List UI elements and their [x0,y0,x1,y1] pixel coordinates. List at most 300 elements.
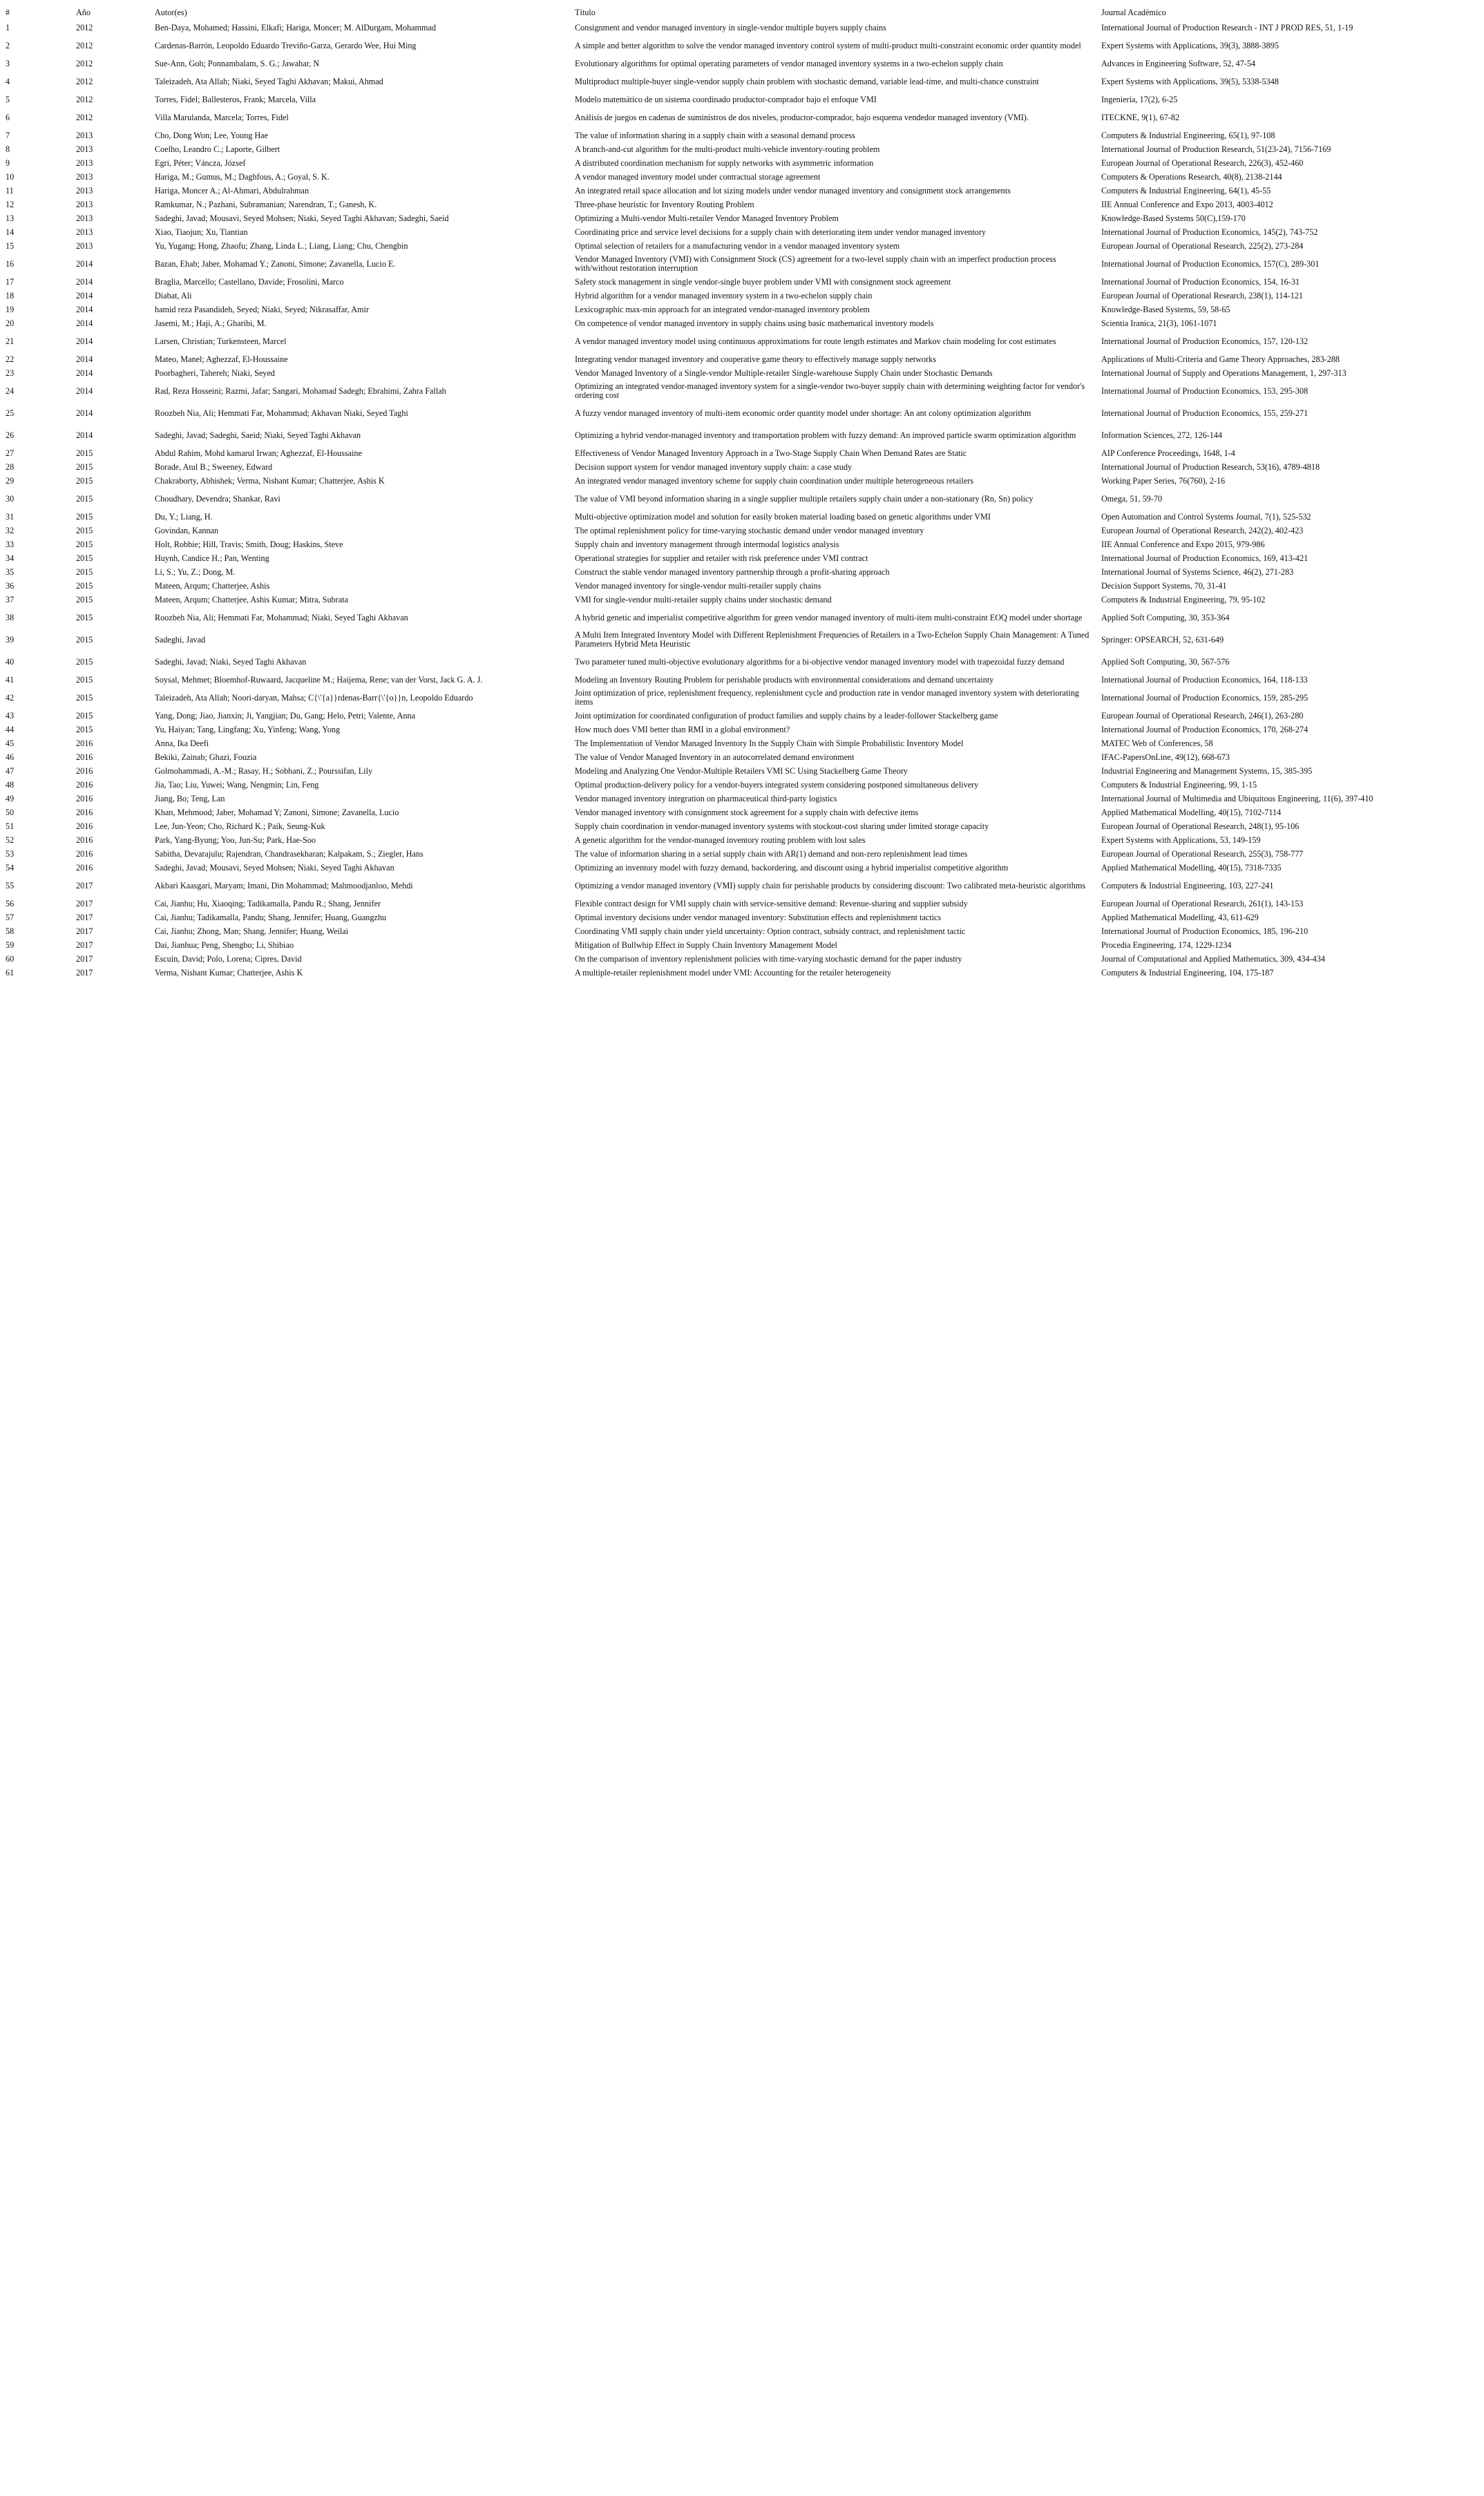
cell-authors: Taleizadeh, Ata Allah; Niaki, Seyed Taghi Akhavan; Makui, Ahmad [155,76,383,86]
table-row [3,861,1481,875]
cell-authors: Torres, Fidel; Ballesteros, Frank; Marcela, Villa [155,94,316,104]
cell-number: 60 [6,953,15,964]
cell-number: 21 [6,336,15,346]
cell-title: Two parameter tuned multi-objective evolutionary algorithms for a bi-objective vendor managed inventory model with trapezoidal fuzzy demand [575,656,1065,667]
cell-title: VMI for single-vendor multi-retailer supply chains under stochastic demand [575,594,832,604]
cell-year: 2015 [76,566,93,577]
table-row [3,211,1481,225]
table-row [3,833,1481,847]
cell-number: 36 [6,580,15,591]
cell-journal: International Journal of Production Research - INT J PROD RES, 51, 1-19 [1101,22,1353,32]
cell-authors: Borade, Atul B.; Sweeney, Edward [155,461,273,472]
table-row [3,750,1481,764]
cell-year: 2013 [76,144,93,154]
cell-authors: Rad, Reza Hosseini; Razmi, Jafar; Sangari, Mohamad Sadegh; Ebrahimi, Zahra Fallah [155,385,446,396]
cell-authors: Bekiki, Zainab; Ghazi, Fouzia [155,752,257,762]
cell-title: Optimizing a Multi-vendor Multi-retailer Vendor Managed Inventory Problem [575,213,839,223]
cell-year: 2016 [76,848,93,859]
cell-journal: Open Automation and Control Systems Journal, 7(1), 525-532 [1101,511,1311,522]
cell-year: 2013 [76,213,93,223]
cell-number: 20 [6,318,15,328]
cell-number: 26 [6,430,15,440]
cell-authors: hamid reza Pasandideh, Seyed; Niaki, Seyed; Nikrasaffar, Amir [155,304,369,314]
cell-number: 35 [6,566,15,577]
table-row [3,21,1481,35]
cell-journal: Decision Support Systems, 70, 31-41 [1101,580,1227,591]
cell-year: 2014 [76,354,93,364]
table-row [3,723,1481,736]
cell-title: How much does VMI better than RMI in a global environment? [575,724,790,734]
cell-title: The value of VMI beyond information sharing in a single supplier multiple retailers supply chain under a non-stationary (Rn, Sn) policy [575,493,1034,504]
cell-title: Evolutionary algorithms for optimal operating parameters of vendor managed inventory systems in a two-echelon supply chain [575,58,1003,68]
cell-authors: Sadeghi, Javad; Mousavi, Seyed Mohsen; Niaki, Seyed Taghi Akhavan; Sadeghi, Saeid [155,213,449,223]
cell-authors: Cardenas-Barrón, Leopoldo Eduardo Treviño-Garza, Gerardo Wee, Hui Ming [155,40,417,50]
cell-journal: European Journal of Operational Research, 226(3), 452-460 [1101,158,1304,168]
table-row [3,847,1481,861]
cell-journal: European Journal of Operational Research, 261(1), 143-153 [1101,898,1304,908]
cell-title: A simple and better algorithm to solve the vendor managed inventory control system of multi-product multi-constraint economic order quantity model [575,40,1081,50]
cell-title: Análisis de juegos en cadenas de suministros de dos niveles, productor-comprador, bajo esquema vendedor managed inventory (VMI). [575,112,1029,122]
cell-title: Optimizing an integrated vendor-managed inventory system for a single-vendor two-buyer supply chain with determining weighting factor for vendor's ordering cost [575,381,1085,400]
cell-title: An integrated retail space allocation and lot sizing models under vendor managed inventory and consignment stock arrangements [575,185,1011,196]
table-row [3,966,1481,980]
cell-authors: Park, Yang-Byung; Yoo, Jun-Su; Park, Hae-Soo [155,835,316,845]
cell-title: Vendor Managed Inventory (VMI) with Consignment Stock (CS) agreement for a two-level supply chain with an imperfect production process with/without restoration interruption [575,254,1056,273]
cell-journal: Computers & Industrial Engineering, 64(1), 45-55 [1101,185,1271,196]
cell-year: 2014 [76,336,93,346]
cell-year: 2017 [76,880,93,890]
cell-year: 2012 [76,22,93,32]
cell-authors: Mateen, Arqum; Chatterjee, Ashis [155,580,270,591]
cell-year: 2017 [76,926,93,936]
cell-journal: Advances in Engineering Software, 52, 47-54 [1101,58,1256,68]
cell-authors: Coelho, Leandro C.; Laporte, Gilbert [155,144,280,154]
literature-table [3,6,1481,980]
cell-authors: Yu, Haiyan; Tang, Lingfang; Xu, Yinfeng; Wang, Yong [155,724,341,734]
cell-number: 59 [6,940,15,950]
cell-title: Vendor managed inventory with consignment stock agreement for a supply chain with defective items [575,807,919,817]
cell-title: Vendor managed inventory integration on pharmaceutical third-party logistics [575,793,837,803]
cell-authors: Hariga, Moncer A.; Al-Ahmari, Abdulrahman [155,185,310,196]
cell-journal: International Journal of Systems Science, 46(2), 271-283 [1101,566,1294,577]
table-row [3,57,1481,70]
cell-number: 58 [6,926,15,936]
cell-authors: Choudhary, Devendra; Shankar, Ravi [155,493,280,504]
table-row [3,537,1481,551]
cell-number: 22 [6,354,15,364]
cell-journal: Computers & Industrial Engineering, 65(1), 97-108 [1101,130,1275,140]
cell-title: Joint optimization of price, replenishment frequency, replenishment cycle and production rate in vendor managed inventory system with deteriorating items [575,688,1079,707]
cell-journal: Computers & Industrial Engineering, 99, 1-15 [1101,779,1257,790]
cell-journal: Applications of Multi-Criteria and Game Theory Approaches, 283-288 [1101,354,1340,364]
cell-year: 2017 [76,912,93,922]
cell-title: Effectiveness of Vendor Managed Inventory Approach in a Two-Stage Supply Chain When Demand Rates are Static [575,448,967,458]
cell-title: The value of information sharing in a serial supply chain with AR(1) demand and non-zero replenishment lead times [575,848,968,859]
cell-title: Consignment and vendor managed inventory in single-vendor multiple buyers supply chains [575,22,886,32]
table-row [3,897,1481,911]
cell-journal: International Journal of Production Economics, 169, 413-421 [1101,553,1309,563]
cell-number: 57 [6,912,15,922]
cell-year: 2016 [76,835,93,845]
cell-year: 2015 [76,553,93,563]
cell-year: 2015 [76,448,93,458]
cell-number: 28 [6,461,15,472]
cell-year: 2012 [76,40,93,50]
cell-journal: International Journal of Multimedia and Ubiquitous Engineering, 11(6), 397-410 [1101,793,1373,803]
cell-number: 50 [6,807,15,817]
cell-number: 30 [6,493,15,504]
cell-number: 4 [6,76,10,86]
cell-journal: European Journal of Operational Research, 248(1), 95-106 [1101,821,1300,831]
table-row [3,792,1481,806]
cell-number: 14 [6,227,15,237]
cell-journal: Applied Mathematical Modelling, 40(15), 7318-7335 [1101,862,1282,873]
cell-journal: Applied Mathematical Modelling, 40(15), 7102-7114 [1101,807,1282,817]
cell-year: 2015 [76,539,93,549]
header-number: # [6,7,10,17]
cell-journal: European Journal of Operational Research, 225(2), 273-284 [1101,240,1304,251]
cell-number: 43 [6,710,15,721]
cell-number: 32 [6,525,15,535]
cell-year: 2013 [76,199,93,209]
cell-year: 2017 [76,953,93,964]
cell-title: A genetic algorithm for the vendor-managed inventory routing problem with lost sales [575,835,866,845]
cell-title: Coordinating VMI supply chain under yield uncertainty: Option contract, subsidy contract, and replenishment tactic [575,926,966,936]
cell-number: 5 [6,94,10,104]
table-row [3,938,1481,952]
table-row [3,106,1481,128]
cell-journal: Scientia Iranica, 21(3), 1061-1071 [1101,318,1217,328]
table-row [3,565,1481,579]
cell-journal: Working Paper Series, 76(760), 2-16 [1101,475,1226,486]
cell-number: 3 [6,58,10,68]
cell-year: 2014 [76,318,93,328]
cell-authors: Cai, Jianhu; Hu, Xiaoqing; Tadikamalla, Pandu R.; Shang, Jennifer [155,898,381,908]
cell-number: 55 [6,880,15,890]
cell-journal: International Journal of Production Economics, 159, 285-295 [1101,692,1309,703]
cell-authors: Yu, Yugang; Hong, Zhaofu; Zhang, Linda L.; Liang, Liang; Chu, Chengbin [155,240,408,251]
table-row [3,875,1481,897]
cell-title: A vendor managed inventory model under contractual storage agreement [575,171,821,182]
cell-title: Operational strategies for supplier and retailer with risk preference under VMI contract [575,553,868,563]
cell-year: 2015 [76,724,93,734]
cell-year: 2016 [76,752,93,762]
table-row [3,380,1481,402]
cell-title: A vendor managed inventory model using continuous approximations for route length estimates and Markov chain modeling for cost estimates [575,336,1056,346]
cell-authors: Yang, Dong; Jiao, Jianxin; Ji, Yangjian; Du, Gang; Helo, Petri; Valente, Anna [155,710,416,721]
cell-number: 25 [6,408,15,418]
cell-authors: Li, S.; Yu, Z.; Dong, M. [155,566,236,577]
cell-authors: Xiao, Tiaojun; Xu, Tiantian [155,227,248,237]
cell-number: 34 [6,553,15,563]
cell-journal: International Journal of Production Research, 51(23-24), 7156-7169 [1101,144,1331,154]
table-row [3,952,1481,966]
cell-journal: European Journal of Operational Research, 246(1), 263-280 [1101,710,1304,721]
cell-number: 6 [6,112,10,122]
cell-title: Safety stock management in single vendor-single buyer problem under VMI with consignment stock agreement [575,276,951,287]
cell-year: 2016 [76,738,93,748]
table-row [3,924,1481,938]
cell-journal: European Journal of Operational Research, 238(1), 114-121 [1101,290,1303,301]
cell-title: Flexible contract design for VMI supply chain with service-sensitive demand: Revenue-sharing and supplier subsidy [575,898,968,908]
cell-number: 54 [6,862,15,873]
table-row [3,736,1481,750]
cell-year: 2012 [76,112,93,122]
cell-authors: Roozbeh Nia, Ali; Hemmati Far, Mohammad; Akhavan Niaki, Seyed Taghi [155,408,408,418]
cell-authors: Akbari Kaasgari, Maryam; Imani, Din Mohammad; Mahmoodjanloo, Mehdi [155,880,413,890]
cell-authors: Sadeghi, Javad; Mousavi, Seyed Mohsen; Niaki, Seyed Taghi Akhavan [155,862,394,873]
cell-number: 11 [6,185,14,196]
table-row [3,460,1481,474]
cell-authors: Bazan, Ehab; Jaber, Mohamad Y.; Zanoni, Simone; Zavanella, Lucio E. [155,258,396,269]
cell-journal: Industrial Engineering and Management Systems, 15, 385-395 [1101,765,1313,776]
cell-number: 24 [6,385,15,396]
cell-year: 2014 [76,304,93,314]
table-row [3,764,1481,778]
cell-journal: IFAC-PapersOnLine, 49(12), 668-673 [1101,752,1230,762]
cell-number: 15 [6,240,15,251]
table-row [3,593,1481,607]
cell-journal: ITECKNE, 9(1), 67-82 [1101,112,1180,122]
cell-title: A branch-and-cut algorithm for the multi-product multi-vehicle inventory-routing problem [575,144,880,154]
cell-year: 2013 [76,227,93,237]
table-row [3,629,1481,651]
cell-journal: Omega, 51, 59-70 [1101,493,1163,504]
table-row [3,911,1481,924]
table-row [3,93,1481,106]
table-row [3,330,1481,352]
cell-year: 2015 [76,710,93,721]
table-row [3,488,1481,510]
cell-number: 33 [6,539,15,549]
cell-number: 41 [6,674,15,685]
cell-authors: Cho, Dong Won; Lee, Young Hae [155,130,268,140]
cell-year: 2015 [76,580,93,591]
cell-title: Modeling and Analyzing One Vendor-Multiple Retailers VMI SC Using Stackelberg Game Theory [575,765,908,776]
cell-number: 9 [6,158,10,168]
cell-title: Optimal production-delivery policy for a vendor-buyers integrated system considering postponed simultaneous delivery [575,779,979,790]
cell-authors: Mateen, Arqum; Chatterjee, Ashis Kumar; Mitra, Subrata [155,594,348,604]
table-row [3,673,1481,687]
cell-title: A Multi Item Integrated Inventory Model with Different Replenishment Frequencies of Retailers in a Two-Echelon Supply Chain Management: A Tuned Parameters Hybrid Meta Heuristic [575,630,1090,649]
cell-number: 48 [6,779,15,790]
cell-authors: Sadeghi, Javad; Sadeghi, Saeid; Niaki, Seyed Taghi Akhavan [155,430,361,440]
cell-journal: International Journal of Production Economics, 157(C), 289-301 [1101,258,1320,269]
cell-year: 2016 [76,779,93,790]
table-row [3,524,1481,537]
cell-number: 56 [6,898,15,908]
table-row [3,198,1481,211]
table-row [3,778,1481,792]
cell-title: A fuzzy vendor managed inventory of multi-item economic order quantity model under shortage: An ant colony optimization algorithm [575,408,1031,418]
cell-journal: European Journal of Operational Research, 255(3), 758-777 [1101,848,1304,859]
cell-title: Multi-objective optimization model and solution for easily broken material loading based on genetic algorithms under VMI [575,511,991,522]
cell-authors: Larsen, Christian; Turkensteen, Marcel [155,336,287,346]
header-title: Título [575,7,596,17]
cell-number: 38 [6,612,15,622]
cell-authors: Poorbagheri, Tahereh; Niaki, Seyed [155,368,275,378]
cell-authors: Escuín, David; Polo, Lorena; Cipres, David [155,953,302,964]
cell-authors: Jiang, Bo; Teng, Lan [155,793,225,803]
cell-title: Optimizing a hybrid vendor-managed inventory and transportation problem with fuzzy demand: An improved particle swarm optimization algorithm [575,430,1076,440]
header-year: Año [76,7,91,17]
cell-authors: Cai, Jianhu; Tadikamalla, Pandu; Shang, Jennifer; Huang, Guangzhu [155,912,387,922]
cell-title: Joint optimization for coordinated configuration of product families and supply chains by a leader-follower Stackelberg game [575,710,998,721]
cell-year: 2012 [76,94,93,104]
cell-title: Integrating vendor managed inventory and cooperative game theory to effectively manage supply networks [575,354,936,364]
cell-year: 2013 [76,158,93,168]
cell-title: Decision support system for vendor managed inventory supply chain: a case study [575,461,853,472]
cell-title: Modelo matemático de un sistema coordinado productor-comprador bajo el enfoque VMI [575,94,877,104]
cell-title: The value of information sharing in a supply chain with a seasonal demand process [575,130,855,140]
cell-authors: Taleizadeh, Ata Allah; Noori-daryan, Mahsa; C{\'{a}}rdenas-Barr{\'{o}}n, Leopoldo Eduardo [155,692,473,703]
cell-year: 2014 [76,290,93,301]
cell-year: 2016 [76,807,93,817]
cell-year: 2016 [76,765,93,776]
cell-journal: Knowledge-Based Systems, 59, 58-65 [1101,304,1230,314]
table-row [3,579,1481,593]
cell-authors: Chakraborty, Abhishek; Verma, Nishant Kumar; Chatterjee, Ashis K [155,475,385,486]
cell-number: 61 [6,967,15,978]
cell-title: Lexicographic max-min approach for an integrated vendor-managed inventory problem [575,304,870,314]
cell-number: 17 [6,276,15,287]
cell-journal: International Journal of Supply and Operations Management, 1, 297-313 [1101,368,1347,378]
cell-year: 2013 [76,185,93,196]
cell-year: 2015 [76,493,93,504]
cell-authors: Sadeghi, Javad [155,634,206,645]
cell-title: Vendor Managed Inventory of a Single-vendor Multiple-retailer Single-warehouse Supply Chain under Stochastic Demands [575,368,993,378]
cell-authors: Roozbeh Nia, Ali; Hemmati Far, Mohammad; Niaki, Seyed Taghi Akhavan [155,612,408,622]
cell-authors: Jasemi, M.; Haji, A.; Gharibi, M. [155,318,267,328]
cell-journal: Expert Systems with Applications, 39(5), 5338-5348 [1101,76,1279,86]
cell-title: The optimal replenishment policy for time-varying stochastic demand under vendor managed inventory [575,525,924,535]
table-row [3,316,1481,330]
cell-journal: Springer: OPSEARCH, 52, 631-649 [1101,634,1224,645]
cell-year: 2014 [76,276,93,287]
cell-title: Three-phase heuristic for Inventory Routing Problem [575,199,754,209]
cell-title: Optimizing an inventory model with fuzzy demand, backordering, and discount using a hybrid imperialist competitive algorithm [575,862,1009,873]
cell-authors: Govindan, Kannan [155,525,219,535]
cell-journal: International Journal of Production Research, 53(16), 4789-4818 [1101,461,1320,472]
table-row [3,70,1481,93]
table-row [3,819,1481,833]
table-row [3,225,1481,239]
cell-number: 37 [6,594,15,604]
cell-year: 2016 [76,793,93,803]
cell-authors: Jia, Tao; Liu, Yuwei; Wang, Nengmin; Lin, Feng [155,779,319,790]
cell-number: 29 [6,475,15,486]
table-row [3,510,1481,524]
table-row [3,687,1481,709]
cell-journal: Information Sciences, 272, 126-144 [1101,430,1222,440]
table-row [3,366,1481,380]
table-row [3,551,1481,565]
cell-journal: AIP Conference Proceedings, 1648, 1-4 [1101,448,1235,458]
cell-authors: Sabitha, Devarajulu; Rajendran, Chandrasekharan; Kalpakam, S.; Ziegler, Hans [155,848,424,859]
cell-journal: IIE Annual Conference and Expo 2013, 4003-4012 [1101,199,1273,209]
header-row [3,6,1481,21]
cell-number: 42 [6,692,15,703]
cell-authors: Sue-Ann, Goh; Ponnambalam, S. G.; Jawahar, N [155,58,320,68]
cell-title: Coordinating price and service level decisions for a supply chain with deteriorating item under vendor managed inventory [575,227,986,237]
cell-title: A hybrid genetic and imperialist competitive algorithm for green vendor managed inventory of multi-item multi-constraint EOQ model under shortage [575,612,1083,622]
cell-title: Hybrid algorithm for a vendor managed inventory system in a two-echelon supply chain [575,290,873,301]
cell-number: 44 [6,724,15,734]
table-row [3,424,1481,446]
cell-authors: Mateo, Manel; Aghezzaf, El-Houssaine [155,354,288,364]
cell-authors: Abdul Rahim, Mohd kamarul Irwan; Aghezzaf, El-Houssaine [155,448,362,458]
cell-authors: Du, Y.; Liang, H. [155,511,213,522]
cell-number: 49 [6,793,15,803]
cell-title: Modeling an Inventory Routing Problem for perishable products with environmental considerations and demand uncertainty [575,674,994,685]
cell-year: 2015 [76,475,93,486]
table-row [3,156,1481,170]
cell-authors: Dai, Jianhua; Peng, Shengbo; Li, Shibiao [155,940,294,950]
table-row [3,651,1481,673]
cell-year: 2016 [76,862,93,873]
table-row [3,142,1481,156]
cell-number: 7 [6,130,10,140]
cell-title: Supply chain coordination in vendor-managed inventory systems with stockout-cost sharing under limited storage capacity [575,821,989,831]
table-row [3,709,1481,723]
cell-number: 12 [6,199,15,209]
cell-number: 51 [6,821,15,831]
cell-year: 2015 [76,674,93,685]
table-row [3,402,1481,424]
cell-journal: Knowledge-Based Systems 50(C),159-170 [1101,213,1246,223]
table-row [3,275,1481,289]
cell-journal: International Journal of Production Economics, 155, 259-271 [1101,408,1309,418]
cell-year: 2014 [76,368,93,378]
literature-table-page [0,0,1484,980]
table-row [3,446,1481,460]
cell-title: The Implementation of Vendor Managed Inventory In the Supply Chain with Simple Probabilistic Inventory Model [575,738,964,748]
cell-title: On competence of vendor managed inventory in supply chains using basic mathematical inventory models [575,318,934,328]
table-row [3,239,1481,253]
cell-year: 2015 [76,461,93,472]
cell-year: 2015 [76,594,93,604]
cell-year: 2012 [76,76,93,86]
cell-year: 2015 [76,692,93,703]
cell-journal: International Journal of Production Economics, 157, 120-132 [1101,336,1309,346]
cell-year: 2013 [76,171,93,182]
cell-journal: European Journal of Operational Research, 242(2), 402-423 [1101,525,1304,535]
table-row [3,253,1481,275]
cell-number: 18 [6,290,15,301]
cell-year: 2014 [76,258,93,269]
cell-journal: Procedia Engineering, 174, 1229-1234 [1101,940,1232,950]
cell-number: 27 [6,448,15,458]
cell-number: 16 [6,258,15,269]
table-row [3,474,1481,488]
cell-title: A distributed coordination mechanism for supply networks with asymmetric information [575,158,874,168]
cell-title: Optimizing a vendor managed inventory (VMI) supply chain for perishable products by considering discount: Two calibrated meta-heuristic algorithms [575,880,1086,890]
cell-authors: Huynh, Candice H.; Pan, Wenting [155,553,269,563]
cell-year: 2017 [76,898,93,908]
header-authors: Autor(es) [155,7,187,17]
cell-authors: Verma, Nishant Kumar; Chatterjee, Ashis K [155,967,303,978]
table-row [3,806,1481,819]
cell-journal: Computers & Industrial Engineering, 104, 175-187 [1101,967,1274,978]
cell-number: 45 [6,738,15,748]
cell-number: 10 [6,171,15,182]
cell-title: Mitigation of Bullwhip Effect in Supply Chain Inventory Management Model [575,940,837,950]
cell-authors: Diabat, Ali [155,290,192,301]
cell-title: A multiple-retailer replenishment model under VMI: Accounting for the retailer heterogeneity [575,967,892,978]
cell-number: 52 [6,835,15,845]
cell-number: 40 [6,656,15,667]
cell-year: 2013 [76,130,93,140]
